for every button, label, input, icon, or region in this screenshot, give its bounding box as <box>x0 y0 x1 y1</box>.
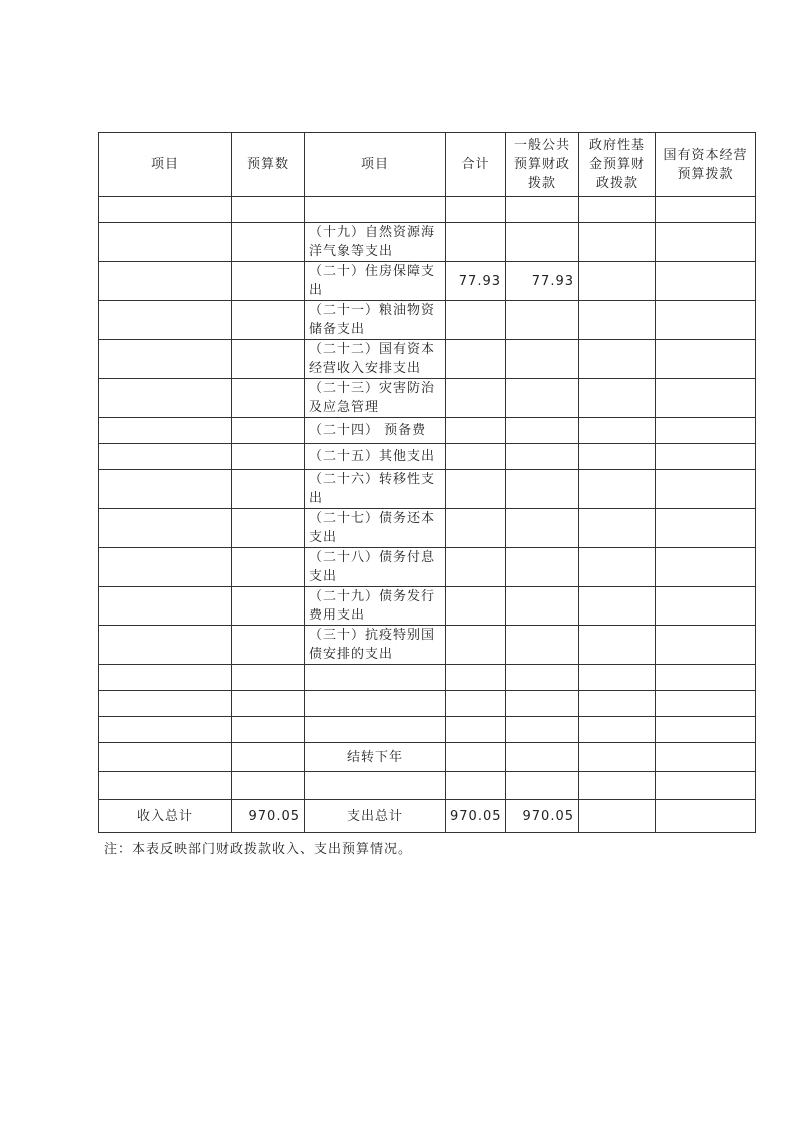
cell-total <box>446 717 506 743</box>
cell-capital <box>656 223 756 262</box>
cell-income-item <box>99 665 232 691</box>
cell-expense-item <box>305 665 446 691</box>
cell-total <box>446 743 506 772</box>
expense-capital-value <box>656 800 756 833</box>
cell-total <box>446 301 506 340</box>
cell-income-amount <box>232 470 305 509</box>
cell-expense-item: （二十八）债务付息支出 <box>305 548 446 587</box>
cell-total <box>446 470 506 509</box>
cell-capital <box>656 262 756 301</box>
cell-income-item <box>99 418 232 444</box>
cell-total <box>446 197 506 223</box>
table-row <box>99 379 756 418</box>
header-capital-budget: 国有资本经营预算拨款 <box>656 133 756 197</box>
cell-expense-item: （三十）抗疫特别国债安排的支出 <box>305 626 446 665</box>
cell-income-amount <box>232 626 305 665</box>
cell-general <box>506 772 579 800</box>
cell-capital <box>656 691 756 717</box>
cell-general <box>506 548 579 587</box>
cell-capital <box>656 626 756 665</box>
cell-capital <box>656 197 756 223</box>
cell-income-item <box>99 691 232 717</box>
cell-income-amount <box>232 444 305 470</box>
table-row <box>99 509 756 548</box>
cell-income-amount <box>232 340 305 379</box>
cell-fund <box>579 772 656 800</box>
cell-expense-item <box>305 772 446 800</box>
cell-general <box>506 626 579 665</box>
totals-row <box>99 800 756 833</box>
cell-capital <box>656 587 756 626</box>
expense-total-label: 支出总计 <box>305 800 446 833</box>
cell-capital <box>656 470 756 509</box>
cell-total <box>446 444 506 470</box>
cell-general <box>506 587 579 626</box>
cell-income-amount <box>232 691 305 717</box>
cell-general <box>506 444 579 470</box>
cell-income-item <box>99 197 232 223</box>
income-total-value: 970.05 <box>232 800 305 833</box>
header-fund-budget: 政府性基金预算财政拨款 <box>579 133 656 197</box>
cell-expense-item: （二十三）灾害防治及应急管理 <box>305 379 446 418</box>
cell-total <box>446 772 506 800</box>
cell-general <box>506 691 579 717</box>
cell-income-item <box>99 772 232 800</box>
cell-general <box>506 717 579 743</box>
cell-income-amount <box>232 379 305 418</box>
cell-income-item <box>99 548 232 587</box>
cell-fund <box>579 444 656 470</box>
cell-income-item <box>99 587 232 626</box>
header-general-budget: 一般公共预算财政拨款 <box>506 133 579 197</box>
table-row <box>99 548 756 587</box>
cell-expense-item <box>305 691 446 717</box>
cell-expense-item: （二十一）粮油物资储备支出 <box>305 301 446 340</box>
cell-general <box>506 665 579 691</box>
cell-total <box>446 548 506 587</box>
cell-fund <box>579 717 656 743</box>
cell-income-item <box>99 262 232 301</box>
cell-expense-item: （二十五）其他支出 <box>305 444 446 470</box>
cell-general <box>506 470 579 509</box>
cell-fund <box>579 223 656 262</box>
table-row <box>99 665 756 691</box>
cell-fund <box>579 587 656 626</box>
cell-income-amount <box>232 418 305 444</box>
cell-income-item <box>99 470 232 509</box>
cell-income-item <box>99 379 232 418</box>
table-note: 注：本表反映部门财政拨款收入、支出预算情况。 <box>104 842 413 857</box>
cell-income-item <box>99 626 232 665</box>
cell-capital <box>656 717 756 743</box>
cell-expense-item: （二十七）债务还本支出 <box>305 509 446 548</box>
table-row <box>99 587 756 626</box>
table-row <box>99 197 756 223</box>
table-row <box>99 262 756 301</box>
budget-table <box>98 132 756 833</box>
cell-general <box>506 379 579 418</box>
cell-capital <box>656 444 756 470</box>
cell-income-item <box>99 444 232 470</box>
cell-expense-item: （二十四） 预备费 <box>305 418 446 444</box>
table-row <box>99 626 756 665</box>
income-total-label: 收入总计 <box>99 800 232 833</box>
cell-capital <box>656 548 756 587</box>
table-row <box>99 772 756 800</box>
table-row <box>99 340 756 379</box>
cell-capital <box>656 379 756 418</box>
cell-general <box>506 340 579 379</box>
cell-fund <box>579 262 656 301</box>
cell-income-amount <box>232 509 305 548</box>
header-row <box>99 133 756 197</box>
table-row <box>99 223 756 262</box>
cell-fund <box>579 509 656 548</box>
cell-total <box>446 223 506 262</box>
cell-general <box>506 509 579 548</box>
cell-fund <box>579 470 656 509</box>
table-row <box>99 418 756 444</box>
table-row <box>99 717 756 743</box>
cell-capital <box>656 665 756 691</box>
cell-expense-item: （二十六）转移性支出 <box>305 470 446 509</box>
cell-income-amount <box>232 717 305 743</box>
cell-fund <box>579 691 656 717</box>
expense-fund-value <box>579 800 656 833</box>
cell-income-amount <box>232 301 305 340</box>
cell-expense-item: （十九）自然资源海洋气象等支出 <box>305 223 446 262</box>
cell-income-item <box>99 301 232 340</box>
header-item-expense: 项目 <box>305 133 446 197</box>
table-row <box>99 470 756 509</box>
cell-general: 77.93 <box>506 262 579 301</box>
cell-general <box>506 223 579 262</box>
cell-total <box>446 626 506 665</box>
cell-fund <box>579 665 656 691</box>
cell-general <box>506 301 579 340</box>
cell-income-amount <box>232 197 305 223</box>
cell-total: 77.93 <box>446 262 506 301</box>
cell-general <box>506 197 579 223</box>
cell-fund <box>579 626 656 665</box>
cell-income-amount <box>232 665 305 691</box>
table-row <box>99 691 756 717</box>
cell-fund <box>579 418 656 444</box>
cell-expense-item: 结转下年 <box>305 743 446 772</box>
cell-income-item <box>99 717 232 743</box>
cell-fund <box>579 743 656 772</box>
cell-income-amount <box>232 223 305 262</box>
cell-expense-item <box>305 197 446 223</box>
cell-income-amount <box>232 772 305 800</box>
cell-total <box>446 418 506 444</box>
cell-total <box>446 587 506 626</box>
cell-income-amount <box>232 587 305 626</box>
cell-total <box>446 691 506 717</box>
cell-fund <box>579 301 656 340</box>
cell-capital <box>656 340 756 379</box>
cell-fund <box>579 548 656 587</box>
cell-general <box>506 743 579 772</box>
cell-income-amount <box>232 262 305 301</box>
header-budget-amount: 预算数 <box>232 133 305 197</box>
cell-capital <box>656 418 756 444</box>
cell-capital <box>656 772 756 800</box>
cell-income-item <box>99 743 232 772</box>
cell-fund <box>579 379 656 418</box>
header-total: 合计 <box>446 133 506 197</box>
cell-total <box>446 379 506 418</box>
cell-income-amount <box>232 743 305 772</box>
cell-total <box>446 665 506 691</box>
cell-total <box>446 340 506 379</box>
cell-income-item <box>99 223 232 262</box>
table-row <box>99 301 756 340</box>
cell-income-item <box>99 509 232 548</box>
cell-capital <box>656 509 756 548</box>
expense-total-value: 970.05 <box>446 800 506 833</box>
cell-expense-item: （二十二）国有资本经营收入安排支出 <box>305 340 446 379</box>
cell-fund <box>579 340 656 379</box>
cell-expense-item: （二十）住房保障支出 <box>305 262 446 301</box>
cell-capital <box>656 743 756 772</box>
cell-expense-item: （二十九）债务发行费用支出 <box>305 587 446 626</box>
cell-expense-item <box>305 717 446 743</box>
cell-income-item <box>99 340 232 379</box>
cell-income-amount <box>232 548 305 587</box>
cell-capital <box>656 301 756 340</box>
expense-general-value: 970.05 <box>506 800 579 833</box>
header-item-income: 项目 <box>99 133 232 197</box>
cell-total <box>446 509 506 548</box>
table-row <box>99 444 756 470</box>
cell-general <box>506 418 579 444</box>
cell-fund <box>579 197 656 223</box>
table-row <box>99 743 756 772</box>
